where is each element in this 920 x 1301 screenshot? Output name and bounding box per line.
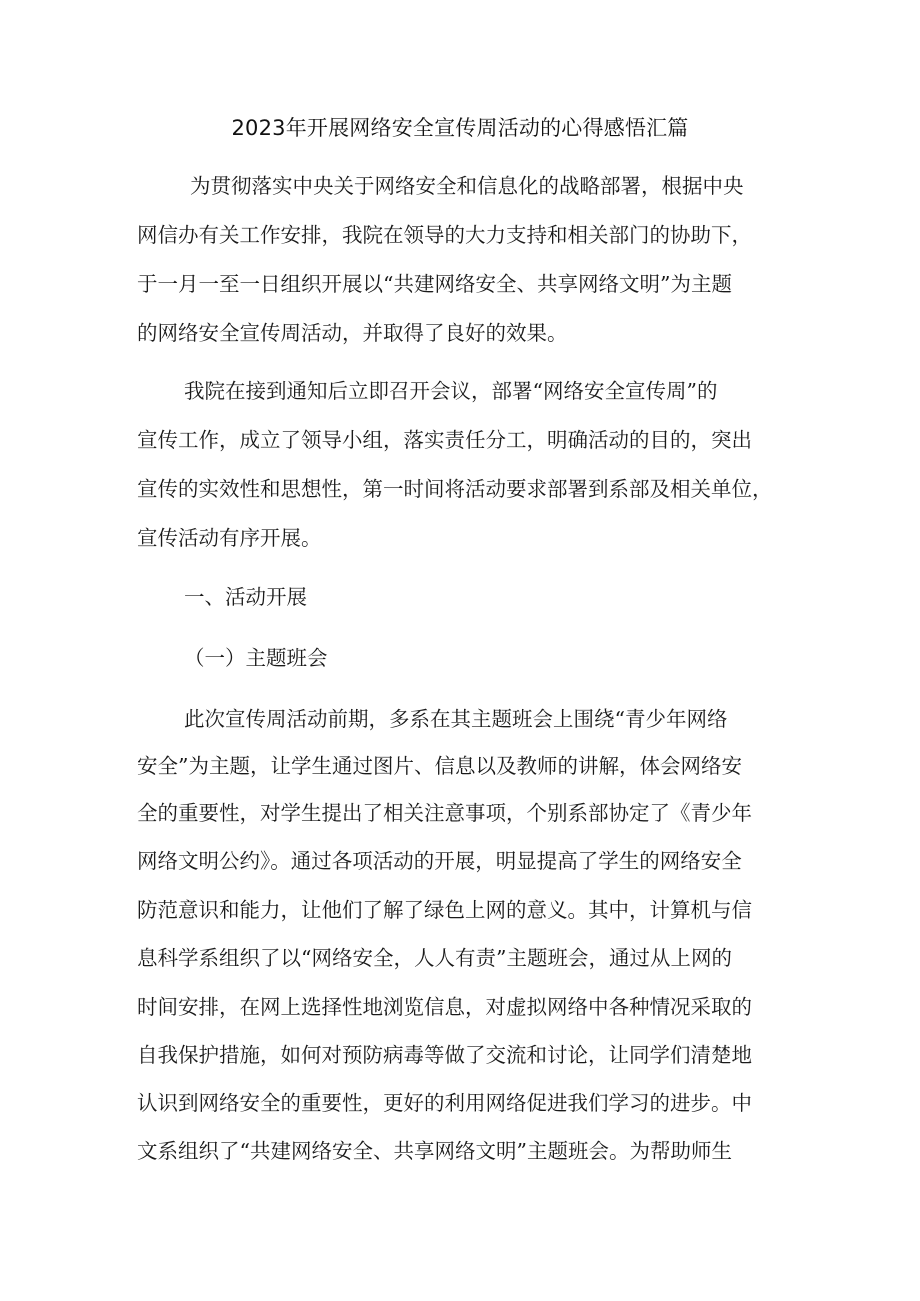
section-heading: 一、活动开展 <box>184 585 307 609</box>
paragraph-line: 宣传的实效性和思想性，第一时间将活动要求部署到系部及相关单位， <box>137 477 773 501</box>
paragraph-line: 网信办有关工作安排，我院在领导的大力支持和相关部门的协助下， <box>137 223 752 247</box>
paragraph-line: 安全”为主题，让学生通过图片、信息以及教师的讲解，体会网络安 <box>137 754 742 778</box>
paragraph-line: 我院在接到通知后立即召开会议，部署“网络安全宣传周”的 <box>184 379 718 403</box>
subsection-heading: （一）主题班会 <box>184 646 328 670</box>
paragraph-line: 宣传活动有序开展。 <box>137 526 322 550</box>
paragraph-line: 网络文明公约》。通过各项活动的开展，明显提高了学生的网络安全 <box>137 849 742 873</box>
paragraph-line: 认识到网络安全的重要性，更好的利用网络促进我们学习的进步。中 <box>137 1091 752 1115</box>
paragraph-line: 此次宣传周活动前期，多系在其主题班会上围绕“青少年网络 <box>184 707 728 731</box>
paragraph-line: 全的重要性，对学生提出了相关注意事项，个别系部协定了《青少年 <box>137 801 752 825</box>
paragraph-line: 于一月一至一日组织开展以“共建网络安全、共享网络文明”为主题 <box>137 272 732 296</box>
paragraph-line: 文系组织了“共建网络安全、共享网络文明”主题班会。为帮助师生 <box>137 1139 732 1163</box>
document-title: 2023年开展网络安全宣传周活动的心得感悟汇篇 <box>231 116 689 140</box>
paragraph-line: 自我保护措施，如何对预防病毒等做了交流和讨论，让同学们清楚地 <box>137 1043 752 1067</box>
paragraph-line: 息科学系组织了以“网络安全，人人有责”主题班会，通过从上网的 <box>137 946 732 970</box>
paragraph-line: 的网络安全宣传周活动，并取得了良好的效果。 <box>137 321 568 345</box>
paragraph-line: 宣传工作，成立了领导小组，落实责任分工，明确活动的目的，突出 <box>137 428 752 452</box>
paragraph-line: 时间安排，在网上选择性地浏览信息，对虚拟网络中各种情况采取的 <box>137 995 752 1019</box>
paragraph-line: 为贯彻落实中央关于网络安全和信息化的战略部署，根据中央 <box>190 174 744 198</box>
paragraph-line: 防范意识和能力，让他们了解了绿色上网的意义。其中，计算机与信 <box>137 898 752 922</box>
